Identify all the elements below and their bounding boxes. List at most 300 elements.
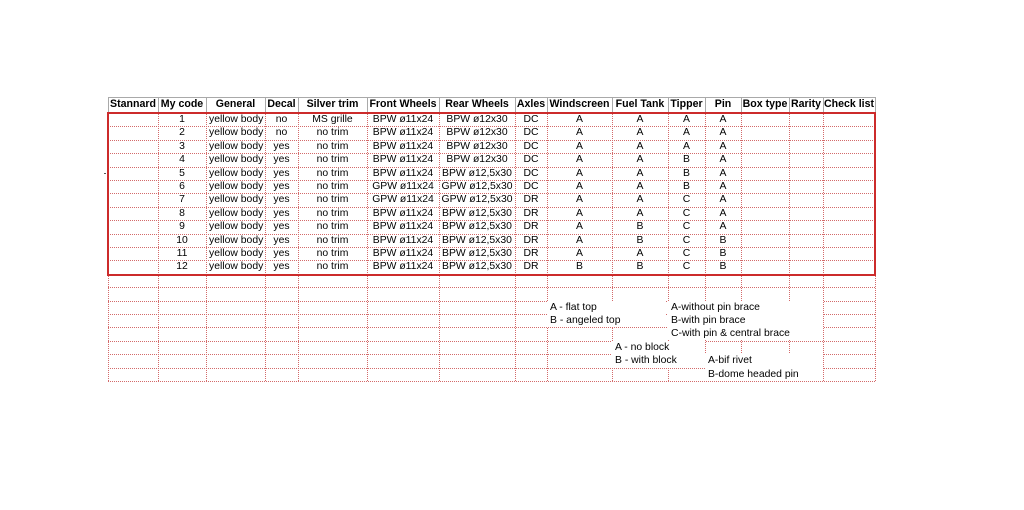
cell-stannard[interactable] [108,247,158,260]
cell-check-list[interactable] [823,234,875,247]
cell-box-type[interactable] [741,180,789,193]
empty-cell[interactable] [298,368,367,381]
header-col-rule [298,97,299,112]
empty-cell[interactable] [439,274,515,287]
cell-silver-trim[interactable]: no trim [316,221,349,233]
cell-box-type[interactable] [741,140,789,153]
legend-pin-2: B-dome headed pin [705,368,823,381]
cell-silver-trim[interactable]: no trim [316,261,349,273]
legend-tipper-2: B-with pin brace [668,314,823,327]
cell-my-code[interactable]: 10 [176,234,188,246]
cell-tipper[interactable]: C [682,234,691,246]
cell-box-type[interactable] [741,260,789,273]
empty-cell[interactable] [547,274,612,287]
cell-silver-trim[interactable]: no trim [316,154,349,166]
cell-silver-trim[interactable]: no trim [316,194,349,206]
cell-tipper[interactable]: C [682,221,691,233]
cell-general[interactable]: yellow body [209,248,264,259]
empty-cell[interactable] [823,314,875,327]
cell-general[interactable]: yellow body [209,114,264,125]
cell-decal[interactable]: yes [273,154,290,166]
cell-windscreen[interactable]: A [576,234,583,246]
empty-cell[interactable] [265,327,298,340]
cell-decal[interactable]: yes [273,261,290,273]
cell-tipper[interactable]: C [682,261,691,273]
cell-tipper[interactable]: A [683,114,690,125]
cell-rarity[interactable] [789,193,823,206]
empty-cell[interactable] [367,341,439,354]
empty-cell[interactable] [265,314,298,327]
cell-rarity[interactable] [789,247,823,260]
cell-my-code[interactable]: 12 [176,261,188,273]
cell-stannard[interactable] [108,153,158,166]
empty-cell[interactable] [265,287,298,300]
cell-front-wheels[interactable]: GPW ø11x24 [372,194,434,206]
empty-cell[interactable] [439,368,515,381]
cell-stannard[interactable] [108,193,158,206]
empty-cell[interactable] [367,301,439,314]
cell-decal[interactable]: yes [273,194,290,206]
cell-pin[interactable]: B [719,261,727,273]
grid-col-line [439,113,440,381]
cell-check-list[interactable] [823,180,875,193]
cell-silver-trim[interactable]: no trim [316,127,349,139]
cell-check-list[interactable] [823,220,875,233]
cell-decal[interactable]: yes [273,248,290,259]
empty-cell[interactable] [439,354,515,367]
cell-check-list[interactable] [823,153,875,166]
cell-check-list[interactable] [823,167,875,180]
empty-cell[interactable] [612,274,668,287]
cell-windscreen[interactable]: A [576,167,583,179]
header-col-rule [668,97,669,112]
cell-box-type[interactable] [741,220,789,233]
grid-row-line [108,381,875,382]
cell-general[interactable]: yellow body [209,234,264,246]
empty-cell[interactable] [823,368,875,381]
cell-tipper[interactable]: C [682,207,691,219]
cell-box-type[interactable] [741,247,789,260]
empty-cell[interactable] [515,314,547,327]
empty-cell[interactable] [158,274,206,287]
cell-fuel-tank[interactable]: A [636,181,644,192]
cell-stannard[interactable] [108,180,158,193]
cell-windscreen[interactable]: A [576,221,583,233]
cell-decal[interactable]: yes [273,140,290,152]
cell-general[interactable]: yellow body [209,127,264,139]
empty-cell[interactable] [108,314,158,327]
cell-front-wheels[interactable]: BPW ø11x24 [372,234,434,246]
cell-rear-wheels[interactable]: BPW ø12x30 [446,154,508,166]
cell-front-wheels[interactable]: BPW ø11x24 [372,154,434,166]
cell-rear-wheels[interactable]: BPW ø12x30 [446,127,508,139]
cell-axles[interactable]: DR [523,207,539,219]
empty-cell[interactable] [265,354,298,367]
empty-cell[interactable] [206,301,265,314]
empty-cell[interactable] [265,341,298,354]
grid-col-line [265,113,266,381]
cell-rarity[interactable] [789,167,823,180]
empty-cell[interactable] [515,327,547,340]
empty-cell[interactable] [439,314,515,327]
empty-cell[interactable] [705,341,741,354]
cell-front-wheels[interactable]: BPW ø11x24 [372,261,434,273]
cell-windscreen[interactable]: A [576,194,583,206]
empty-cell[interactable] [705,274,741,287]
empty-cell[interactable] [823,274,875,287]
empty-cell[interactable] [439,341,515,354]
empty-cell[interactable] [612,327,668,340]
cell-fuel-tank[interactable]: A [636,140,644,152]
cell-pin[interactable]: A [719,181,727,192]
cell-my-code[interactable]: 9 [179,221,185,233]
empty-cell[interactable] [612,287,668,300]
empty-cell[interactable] [158,368,206,381]
cell-pin[interactable]: A [719,154,727,166]
empty-cell[interactable] [515,287,547,300]
cell-axles[interactable]: DR [523,234,539,246]
cell-check-list[interactable] [823,113,875,126]
grid-row-line [108,260,875,261]
cell-fuel-tank[interactable]: A [636,207,644,219]
empty-cell[interactable] [298,274,367,287]
cell-fuel-tank[interactable]: A [636,194,644,206]
cell-decal[interactable]: yes [273,234,290,246]
header-col-rule [547,97,548,112]
cell-rear-wheels[interactable]: BPW ø12,5x30 [442,261,512,273]
empty-cell[interactable] [158,301,206,314]
empty-cell[interactable] [823,301,875,314]
header-col-rule [265,97,266,112]
cell-fuel-tank[interactable]: A [636,114,644,125]
cell-decal[interactable]: yes [273,167,290,179]
empty-cell[interactable] [515,274,547,287]
empty-cell[interactable] [367,354,439,367]
cell-stannard[interactable] [108,140,158,153]
cell-stannard[interactable] [108,167,158,180]
empty-cell[interactable] [367,314,439,327]
cell-rear-wheels[interactable]: BPW ø12,5x30 [442,248,512,259]
edge-tick [104,173,106,174]
cell-rarity[interactable] [789,113,823,126]
cell-silver-trim[interactable]: no trim [316,181,349,192]
cell-stannard[interactable] [108,113,158,126]
cell-rear-wheels[interactable]: BPW ø12x30 [446,140,508,152]
cell-rarity[interactable] [789,220,823,233]
grid-row-line [108,126,875,127]
empty-cell[interactable] [108,327,158,340]
empty-cell[interactable] [158,341,206,354]
cell-decal[interactable]: yes [273,207,290,219]
cell-general[interactable]: yellow body [209,154,264,166]
cell-rarity[interactable] [789,126,823,139]
cell-silver-trim[interactable]: no trim [316,140,349,152]
cell-box-type[interactable] [741,207,789,220]
empty-cell[interactable] [298,354,367,367]
empty-cell[interactable] [265,274,298,287]
grid-row-line [108,247,875,248]
cell-axles[interactable]: DC [523,114,539,125]
cell-my-code[interactable]: 5 [179,167,185,179]
cell-windscreen[interactable]: A [576,140,583,152]
grid-col-line [298,113,299,381]
empty-cell[interactable] [515,341,547,354]
empty-cell[interactable] [547,354,612,367]
empty-cell[interactable] [158,287,206,300]
cell-axles[interactable]: DR [523,221,539,233]
empty-cell[interactable] [789,341,823,354]
cell-my-code[interactable]: 4 [179,154,185,166]
cell-stannard[interactable] [108,260,158,273]
cell-box-type[interactable] [741,153,789,166]
cell-silver-trim[interactable]: no trim [316,167,349,179]
header-col-rule [612,97,613,112]
cell-box-type[interactable] [741,167,789,180]
cell-rarity[interactable] [789,140,823,153]
cell-axles[interactable]: DC [523,181,539,192]
empty-cell[interactable] [515,301,547,314]
cell-my-code[interactable]: 7 [179,194,185,206]
empty-cell[interactable] [206,287,265,300]
empty-cell[interactable] [439,327,515,340]
cell-stannard[interactable] [108,126,158,139]
cell-my-code[interactable]: 11 [176,248,188,259]
cell-windscreen[interactable]: B [576,261,583,273]
empty-cell[interactable] [158,354,206,367]
empty-cell[interactable] [823,327,875,340]
cell-windscreen[interactable]: A [576,114,583,125]
cell-box-type[interactable] [741,234,789,247]
cell-front-wheels[interactable]: BPW ø11x24 [372,114,434,125]
empty-cell[interactable] [705,287,741,300]
cell-rear-wheels[interactable]: GPW ø12,5x30 [441,181,513,192]
empty-cell[interactable] [206,354,265,367]
cell-axles[interactable]: DR [523,248,539,259]
header-col-rule [741,97,742,112]
cell-decal[interactable]: yes [273,221,290,233]
empty-cell[interactable] [206,274,265,287]
cell-check-list[interactable] [823,260,875,273]
cell-silver-trim[interactable]: no trim [316,248,349,259]
grid-row-line [108,287,875,288]
cell-fuel-tank[interactable]: A [636,167,644,179]
empty-cell[interactable] [741,341,789,354]
cell-rear-wheels[interactable]: BPW ø12,5x30 [442,234,512,246]
cell-axles[interactable]: DC [523,167,539,179]
cell-fuel-tank[interactable]: B [636,261,644,273]
empty-cell[interactable] [108,274,158,287]
empty-cell[interactable] [158,314,206,327]
empty-cell[interactable] [741,287,789,300]
empty-cell[interactable] [298,341,367,354]
empty-cell[interactable] [823,287,875,300]
cell-front-wheels[interactable]: BPW ø11x24 [372,207,434,219]
cell-rear-wheels[interactable]: BPW ø12,5x30 [442,167,512,179]
cell-my-code[interactable]: 1 [179,114,185,125]
cell-front-wheels[interactable]: GPW ø11x24 [372,181,434,192]
empty-cell[interactable] [206,314,265,327]
grid-row-line [108,167,875,168]
cell-box-type[interactable] [741,126,789,139]
empty-cell[interactable] [206,368,265,381]
cell-my-code[interactable]: 3 [179,140,185,152]
empty-cell[interactable] [515,368,547,381]
cell-tipper[interactable]: B [683,167,690,179]
cell-fuel-tank[interactable]: A [636,248,644,259]
empty-cell[interactable] [367,287,439,300]
empty-cell[interactable] [668,287,705,300]
empty-cell[interactable] [298,287,367,300]
cell-fuel-tank[interactable]: A [636,127,644,139]
empty-cell[interactable] [158,327,206,340]
cell-rarity[interactable] [789,153,823,166]
empty-cell[interactable] [367,327,439,340]
empty-cell[interactable] [108,301,158,314]
cell-pin[interactable]: A [719,114,727,125]
cell-front-wheels[interactable]: BPW ø11x24 [372,221,434,233]
cell-my-code[interactable]: 8 [179,207,185,219]
empty-cell[interactable] [108,368,158,381]
cell-rarity[interactable] [789,234,823,247]
cell-windscreen[interactable]: A [576,154,583,166]
cell-box-type[interactable] [741,113,789,126]
empty-cell[interactable] [298,301,367,314]
cell-pin[interactable]: A [719,207,727,219]
cell-tipper[interactable]: A [683,140,690,152]
empty-cell[interactable] [265,368,298,381]
cell-windscreen[interactable]: A [576,207,583,219]
cell-pin[interactable]: B [719,248,727,259]
cell-windscreen[interactable]: A [576,127,583,139]
cell-front-wheels[interactable]: BPW ø11x24 [372,248,434,259]
empty-cell[interactable] [789,287,823,300]
empty-cell[interactable] [439,287,515,300]
cell-windscreen[interactable]: A [576,248,583,259]
cell-rear-wheels[interactable]: BPW ø12,5x30 [442,207,512,219]
cell-front-wheels[interactable]: BPW ø11x24 [372,140,434,152]
cell-silver-trim[interactable]: MS grille [312,114,353,125]
cell-pin[interactable]: A [719,127,727,139]
empty-cell[interactable] [612,368,668,381]
grid-row-line [108,220,875,221]
empty-cell[interactable] [823,354,875,367]
cell-tipper[interactable]: C [682,194,691,206]
cell-general[interactable]: yellow body [209,167,264,179]
empty-cell[interactable] [298,314,367,327]
empty-cell[interactable] [547,287,612,300]
cell-rear-wheels[interactable]: BPW ø12,5x30 [442,221,512,233]
cell-stannard[interactable] [108,207,158,220]
cell-tipper[interactable]: B [683,154,690,166]
empty-cell[interactable] [547,368,612,381]
cell-pin[interactable]: B [719,234,727,246]
empty-cell[interactable] [741,274,789,287]
cell-check-list[interactable] [823,247,875,260]
cell-check-list[interactable] [823,193,875,206]
cell-front-wheels[interactable]: BPW ø11x24 [372,127,434,139]
empty-cell[interactable] [547,327,612,340]
cell-stannard[interactable] [108,220,158,233]
cell-rarity[interactable] [789,180,823,193]
cell-box-type[interactable] [741,193,789,206]
header-fuel-tank: Fuel Tank [615,98,665,110]
empty-cell[interactable] [108,287,158,300]
grid-col-line [108,113,109,381]
empty-cell[interactable] [367,274,439,287]
cell-stannard[interactable] [108,234,158,247]
empty-cell[interactable] [367,368,439,381]
cell-rear-wheels[interactable]: GPW ø12,5x30 [441,194,513,206]
cell-general[interactable]: yellow body [209,194,264,206]
empty-cell[interactable] [298,327,367,340]
cell-general[interactable]: yellow body [209,140,264,152]
cell-decal[interactable]: no [275,114,288,125]
empty-cell[interactable] [265,301,298,314]
cell-tipper[interactable]: B [683,181,690,192]
empty-cell[interactable] [206,341,265,354]
cell-general[interactable]: yellow body [209,221,264,233]
empty-cell[interactable] [108,341,158,354]
cell-decal[interactable]: yes [273,181,290,192]
cell-general[interactable]: yellow body [209,207,264,219]
empty-cell[interactable] [789,274,823,287]
cell-check-list[interactable] [823,140,875,153]
header-col-rule [439,97,440,112]
cell-axles[interactable]: DR [523,194,539,206]
cell-general[interactable]: yellow body [209,181,264,192]
cell-my-code[interactable]: 6 [179,181,185,192]
cell-front-wheels[interactable]: BPW ø11x24 [372,167,434,179]
header-silver-trim: Silver trim [306,98,359,110]
cell-fuel-tank[interactable]: B [636,221,644,233]
cell-check-list[interactable] [823,207,875,220]
cell-silver-trim[interactable]: no trim [316,234,349,246]
cell-tipper[interactable]: C [682,248,691,259]
empty-cell[interactable] [439,301,515,314]
cell-fuel-tank[interactable]: B [636,234,644,246]
cell-axles[interactable]: DC [523,140,539,152]
cell-axles[interactable]: DC [523,154,539,166]
grid-col-line [741,113,742,381]
cell-tipper[interactable]: A [683,127,690,139]
cell-rarity[interactable] [789,260,823,273]
cell-rarity[interactable] [789,207,823,220]
cell-silver-trim[interactable]: no trim [316,207,349,219]
cell-pin[interactable]: A [719,221,727,233]
empty-cell[interactable] [515,354,547,367]
cell-general[interactable]: yellow body [209,261,264,273]
cell-windscreen[interactable]: A [576,181,583,192]
header-check-list: Check list [823,98,875,110]
cell-rear-wheels[interactable]: BPW ø12x30 [446,114,508,125]
cell-check-list[interactable] [823,126,875,139]
cell-pin[interactable]: A [719,167,727,179]
cell-fuel-tank[interactable]: A [636,154,644,166]
empty-cell[interactable] [668,274,705,287]
empty-cell[interactable] [668,368,705,381]
cell-axles[interactable]: DR [523,261,539,273]
empty-cell[interactable] [823,341,875,354]
empty-cell[interactable] [206,327,265,340]
empty-cell[interactable] [108,354,158,367]
cell-pin[interactable]: A [719,194,727,206]
cell-pin[interactable]: A [719,140,727,152]
cell-decal[interactable]: no [275,127,288,139]
empty-cell[interactable] [547,341,612,354]
header-windscreen: Windscreen [549,98,610,110]
cell-my-code[interactable]: 2 [179,127,185,139]
cell-axles[interactable]: DC [523,127,539,139]
